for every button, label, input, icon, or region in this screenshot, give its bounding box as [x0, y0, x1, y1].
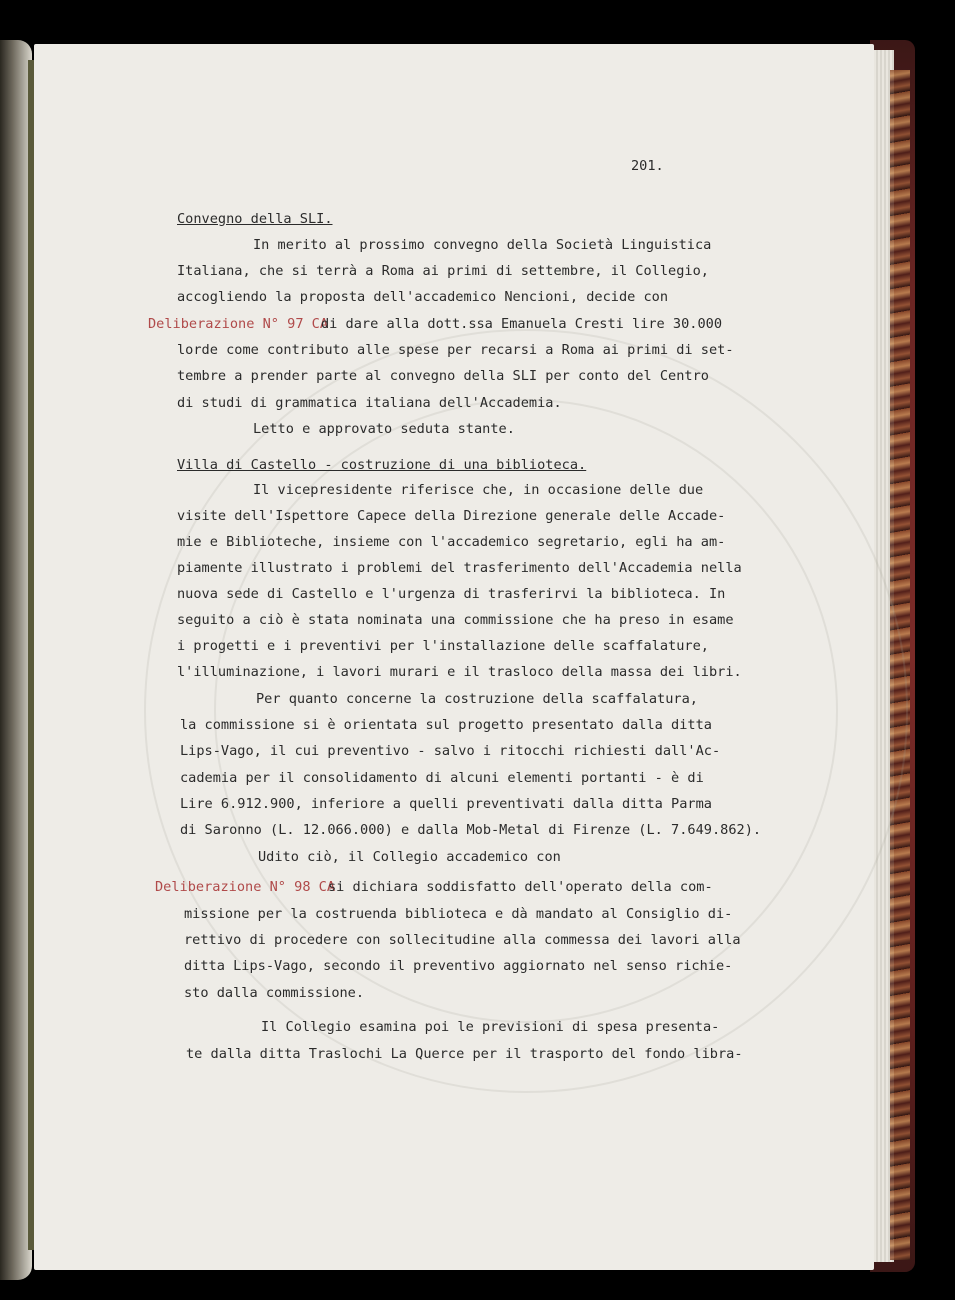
- text-line: Lire 6.912.900, inferiore a quelli preventivati dalla ditta Parma: [180, 796, 712, 812]
- margin-note: Deliberazione N° 97 CA: [148, 316, 329, 332]
- text-line: la commissione si è orientata sul progetto presentato dalla ditta: [180, 717, 712, 733]
- text-line: si dichiara soddisfatto dell'operato della com-: [328, 879, 713, 895]
- text-line: missione per la costruenda biblioteca e dà mandato al Consiglio di-: [184, 906, 733, 922]
- text-line: In merito al prossimo convegno della Società Linguistica: [253, 237, 712, 253]
- text-line: cademia per il consolidamento di alcuni elementi portanti - è di: [180, 770, 704, 786]
- text-line: i progetti e i preventivi per l'installazione delle scaffalature,: [177, 638, 709, 654]
- text-line: di studi di grammatica italiana dell'Accademia.: [177, 395, 562, 411]
- text-line: Per quanto concerne la costruzione della scaffalatura,: [256, 691, 698, 707]
- text-line: mie e Biblioteche, insieme con l'accademico segretario, egli ha am-: [177, 534, 726, 550]
- text-line: di Saronno (L. 12.066.000) e dalla Mob-Metal di Firenze (L. 7.649.862).: [180, 822, 762, 838]
- text-line: Udito ciò, il Collegio accademico con: [258, 849, 561, 865]
- text-line: Lips-Vago, il cui preventivo - salvo i ritocchi richiesti dall'Ac-: [180, 743, 721, 759]
- text-line: l'illuminazione, i lavori murari e il trasloco della massa dei libri.: [177, 664, 742, 680]
- text-line: lorde come contributo alle spese per recarsi a Roma ai primi di set-: [177, 342, 734, 358]
- text-line: Il vicepresidente riferisce che, in occasione delle due: [253, 482, 704, 498]
- page-number: 201.: [631, 158, 664, 174]
- text-line: rettivo di procedere con sollecitudine alla commessa dei lavori alla: [184, 932, 741, 948]
- text-line: di dare alla dott.ssa Emanuela Cresti lire 30.000: [321, 316, 723, 332]
- section-heading: Convegno della SLI.: [177, 211, 333, 227]
- text-line: ditta Lips-Vago, secondo il preventivo aggiornato nel senso richie-: [184, 958, 733, 974]
- text-line: accogliendo la proposta dell'accademico Nencioni, decide con: [177, 289, 669, 305]
- text-line: sto dalla commissione.: [184, 985, 365, 1001]
- margin-note: Deliberazione N° 98 CA: [155, 879, 336, 895]
- text-line: Il Collegio esamina poi le previsioni di spesa presenta-: [261, 1019, 720, 1035]
- text-line: piamente illustrato i problemi del trasferimento dell'Accademia nella: [177, 560, 742, 576]
- text-line: Italiana, che si terrà a Roma ai primi di settembre, il Collegio,: [177, 263, 709, 279]
- text-line: te dalla ditta Traslochi La Querce per il trasporto del fondo libra-: [186, 1046, 743, 1062]
- text-line: nuova sede di Castello e l'urgenza di trasferirvi la biblioteca. In: [177, 586, 726, 602]
- text-line: visite dell'Ispettore Capece della Direzione generale delle Accade-: [177, 508, 726, 524]
- section-heading: Villa di Castello - costruzione di una biblioteca.: [177, 457, 587, 473]
- text-line: tembre a prender parte al convegno della SLI per conto del Centro: [177, 368, 709, 384]
- text-line: Letto e approvato seduta stante.: [253, 421, 515, 437]
- text-line: seguito a ciò è stata nominata una commissione che ha preso in esame: [177, 612, 734, 628]
- document-page: [34, 44, 874, 1270]
